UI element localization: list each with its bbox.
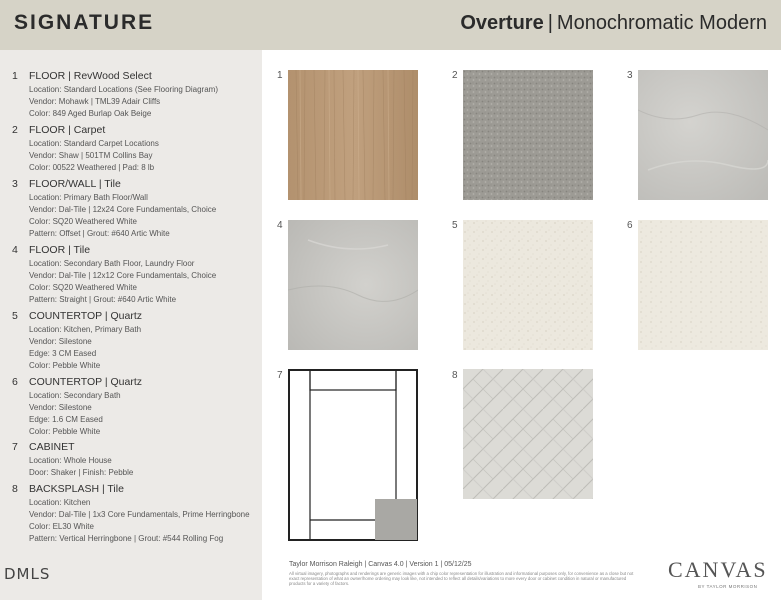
title-separator: |	[547, 12, 553, 34]
herringbone-tile-image	[463, 369, 593, 499]
swatch-quartz-primary	[463, 220, 593, 350]
shaker-cabinet-drawing	[288, 369, 418, 541]
item-detail: Location: Standard Carpet Locations	[29, 139, 159, 148]
stone-tile-image	[638, 70, 768, 200]
swatch-number: 4	[277, 220, 283, 231]
item-detail: Edge: 3 CM Eased	[29, 349, 97, 358]
item-heading: COUNTERTOP | Quartz	[29, 310, 143, 322]
item-detail: Location: Secondary Bath	[29, 391, 121, 400]
swatch-quartz-secondary	[638, 220, 768, 350]
item-detail: Vendor: Dal-Tile | 12x24 Core Fundamentals, Choice	[29, 205, 217, 214]
swatch-number: 6	[627, 220, 633, 231]
collection-title	[460, 12, 767, 35]
item-detail: Color: Pebble White	[29, 427, 101, 436]
stone-tile-image	[288, 220, 418, 350]
item-heading: BACKSPLASH | Tile	[29, 483, 124, 495]
swatch-cabinet	[288, 369, 418, 541]
item-detail: Pattern: Straight | Grout: #640 Artic White	[29, 295, 177, 304]
mls-watermark: DMLS	[4, 565, 51, 583]
item-detail: Color: SQ20 Weathered White	[29, 217, 137, 226]
collection-name: Overture	[460, 12, 544, 34]
swatch-number: 5	[452, 220, 458, 231]
item-detail: Color: EL30 White	[29, 522, 94, 531]
canvas-logo: CANVAS	[668, 557, 768, 582]
item-detail: Location: Kitchen, Primary Bath	[29, 325, 142, 334]
quartz-texture-image	[638, 220, 768, 350]
swatch-herringbone-backsplash	[463, 369, 593, 499]
item-detail: Color: Pebble White	[29, 361, 101, 370]
item-detail: Color: 00522 Weathered | Pad: 8 lb	[29, 163, 155, 172]
item-detail: Color: SQ20 Weathered White	[29, 283, 137, 292]
item-number: 8	[12, 483, 18, 495]
swatch-number: 3	[627, 70, 633, 81]
swatch-number: 7	[277, 370, 283, 381]
item-detail: Edge: 1.6 CM Eased	[29, 415, 103, 424]
item-detail: Location: Standard Locations (See Flooring Diagram)	[29, 85, 218, 94]
item-number: 6	[12, 376, 18, 388]
footer-credit: Taylor Morrison Raleigh | Canvas 4.0 | Version 1 | 05/12/25	[289, 561, 472, 568]
item-number: 2	[12, 124, 18, 136]
swatch-floor-tile	[288, 220, 418, 350]
item-detail: Location: Whole House	[29, 456, 112, 465]
wood-texture-image	[288, 70, 418, 200]
item-detail: Location: Primary Bath Floor/Wall	[29, 193, 148, 202]
item-heading: FLOOR | Carpet	[29, 124, 106, 136]
selections-list	[0, 50, 262, 600]
item-heading: COUNTERTOP | Quartz	[29, 376, 143, 388]
swatch-number: 8	[452, 370, 458, 381]
item-detail: Vendor: Dal-Tile | 12x12 Core Fundamentals, Choice	[29, 271, 217, 280]
item-number: 3	[12, 178, 18, 190]
carpet-texture-image	[463, 70, 593, 200]
footer-disclaimer: All virtual imagery, photographs and renderings are generic images with a chip color representation for illustration and informational purposes only, for convenience as a close but not exact representation of what an owner/home ordering may look like, not intended to reflect all details/variations to more every door or cabinet condition in natural or manufactured products for a variety of factors.	[289, 571, 634, 587]
quartz-texture-image	[463, 220, 593, 350]
canvas-logo-tagline: BY TAYLOR MORRISON	[698, 584, 758, 589]
item-number: 1	[12, 70, 18, 82]
item-detail: Door: Shaker | Finish: Pebble	[29, 468, 134, 477]
item-detail: Vendor: Mohawk | TML39 Adair Cliffs	[29, 97, 161, 106]
item-heading: CABINET	[29, 441, 75, 453]
item-detail: Pattern: Offset | Grout: #640 Artic White	[29, 229, 170, 238]
swatch-wood-floor	[288, 70, 418, 200]
item-heading: FLOOR/WALL | Tile	[29, 178, 121, 190]
swatch-carpet	[463, 70, 593, 200]
swatch-number: 1	[277, 70, 283, 81]
item-number: 5	[12, 310, 18, 322]
item-heading: FLOOR | Tile	[29, 244, 91, 256]
item-detail: Pattern: Vertical Herringbone | Grout: #544 Rolling Fog	[29, 534, 224, 543]
page-header	[0, 0, 781, 50]
item-heading: FLOOR | RevWood Select	[29, 70, 152, 82]
item-number: 7	[12, 441, 18, 453]
brand-title: SIGNATURE	[14, 11, 155, 34]
item-detail: Location: Kitchen	[29, 498, 91, 507]
style-name: Monochromatic Modern	[556, 12, 767, 34]
item-detail: Vendor: Shaw | 501TM Collins Bay	[29, 151, 153, 160]
swatch-number: 2	[452, 70, 458, 81]
item-number: 4	[12, 244, 18, 256]
cabinet-finish-chip	[375, 499, 417, 540]
item-detail: Location: Secondary Bath Floor, Laundry Floor	[29, 259, 195, 268]
item-detail: Color: 849 Aged Burlap Oak Beige	[29, 109, 152, 118]
swatch-wall-tile	[638, 70, 768, 200]
item-detail: Vendor: Silestone	[29, 403, 92, 412]
item-detail: Vendor: Dal-Tile | 1x3 Core Fundamentals, Prime Herringbone	[29, 510, 250, 519]
item-detail: Vendor: Silestone	[29, 337, 92, 346]
